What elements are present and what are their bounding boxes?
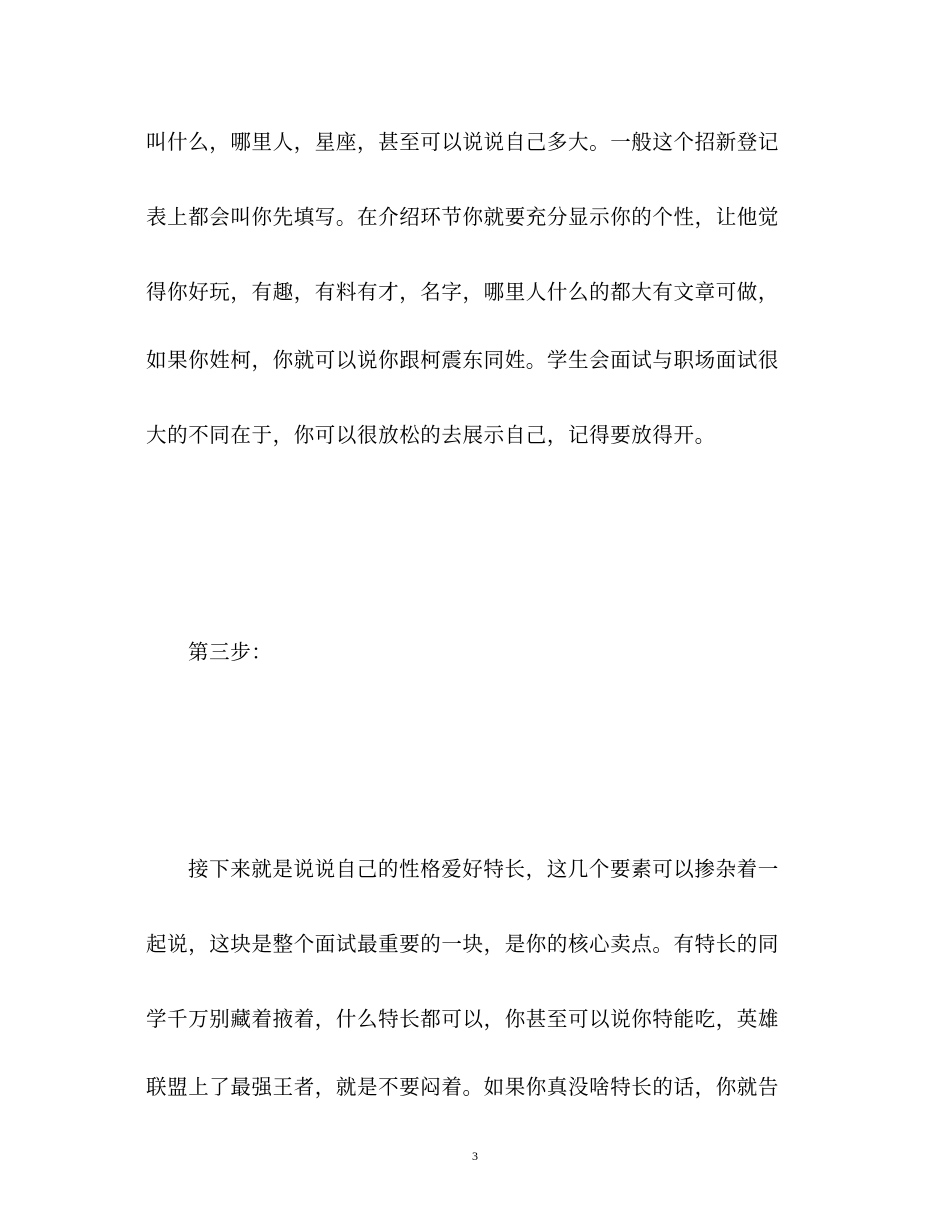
paragraph-1-line-2: 表上都会叫你先填写。在介绍环节你就要充分显示你的个性，让他觉	[146, 205, 779, 229]
section-heading: 第三步：	[188, 640, 273, 664]
paragraph-2-line-2: 起说，这块是整个面试最重要的一块，是你的核心卖点。有特长的同	[146, 932, 779, 956]
paragraph-1-line-5: 大的不同在于，你可以很放松的去展示自己，记得要放得开。	[146, 423, 716, 447]
paragraph-2-line-3: 学千万别藏着掖着，什么特长都可以，你甚至可以说你特能吃，英雄	[146, 1007, 779, 1031]
page-number: 3	[472, 1149, 478, 1163]
paragraph-1-line-4: 如果你姓柯，你就可以说你跟柯震东同姓。学生会面试与职场面试很	[146, 348, 779, 372]
paragraph-1-line-1: 叫什么，哪里人，星座，甚至可以说说自己多大。一般这个招新登记	[146, 130, 779, 154]
paragraph-2-line-4: 联盟上了最强王者，就是不要闷着。如果你真没啥特长的话，你就告	[146, 1075, 779, 1099]
paragraph-1-line-3: 得你好玩，有趣，有料有才，名字，哪里人什么的都大有文章可做，	[146, 280, 779, 304]
paragraph-2-line-1: 接下来就是说说自己的性格爱好特长，这几个要素可以掺杂着一	[188, 857, 779, 881]
